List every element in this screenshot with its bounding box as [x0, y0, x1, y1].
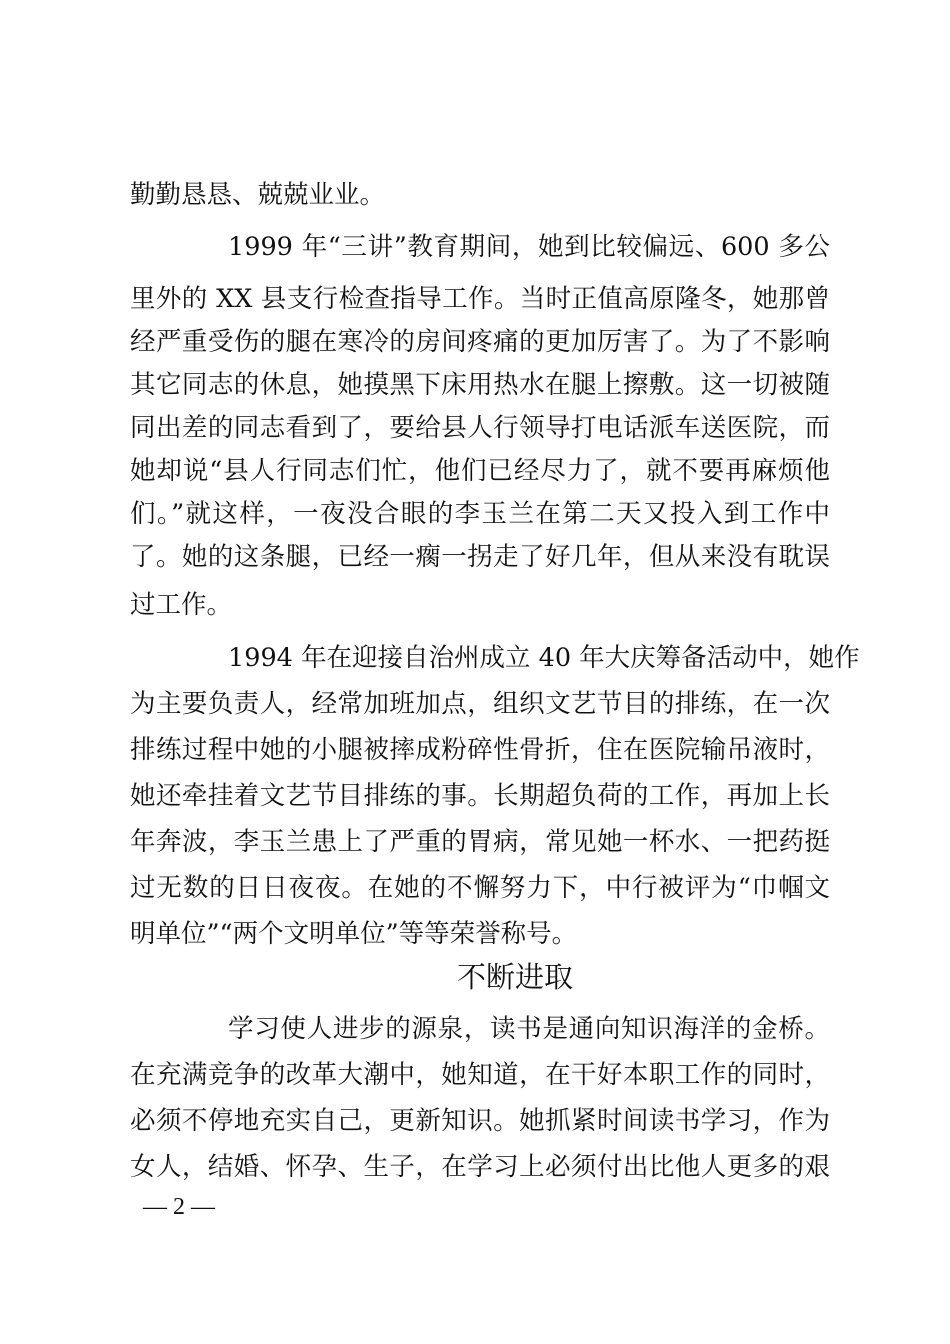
- text-line: 了。她的这条腿，已经一瘸一拐走了好几年，但从来没有耽误: [130, 542, 830, 572]
- text-line: 同出差的同志看到了，要给县人行领导打电话派车送医院，而: [130, 413, 830, 443]
- text-line: 她还牵挂着文艺节目排练的事。长期超负荷的工作，再加上长: [130, 781, 830, 811]
- text-line: 过无数的日日夜夜。在她的不懈努力下，中行被评为“巾帼文: [130, 873, 830, 903]
- text-line: 里外的 XX 县支行检查指导工作。当时正值高原隆冬，她那曾: [130, 284, 830, 314]
- text-line: 1999 年“三讲”教育期间，她到比较偏远、600 多公: [228, 232, 830, 262]
- text-line: 们。”就这样，一夜没合眼的李玉兰在第二天又投入到工作中: [130, 499, 830, 529]
- page-number: — 2 —: [143, 1194, 215, 1220]
- text-line: 女人，结婚、怀孕、生子，在学习上必须付出比他人更多的艰: [130, 1152, 830, 1182]
- text-line: 勤勤恳恳、兢兢业业。: [130, 180, 386, 210]
- section-heading: 不断进取: [456, 960, 573, 994]
- text-line: 为主要负责人，经常加班加点，组织文艺节目的排练，在一次: [130, 689, 830, 719]
- text-line: 排练过程中她的小腿被摔成粉碎性骨折，住在医院输吊液时，: [130, 735, 830, 765]
- text-line: 年奔波，李玉兰患上了严重的胃病，常见她一杯水、一把药挺: [130, 827, 830, 857]
- text-line: 必须不停地充实自己，更新知识。她抓紧时间读书学习，作为: [130, 1106, 830, 1136]
- text-line: 学习使人进步的源泉，读书是通向知识海洋的金桥。: [228, 1014, 830, 1044]
- text-line: 1994 年在迎接自治州成立 40 年大庆筹备活动中，她作: [228, 643, 860, 673]
- text-line: 其它同志的休息，她摸黑下床用热水在腿上擦敷。这一切被随: [130, 370, 830, 400]
- text-line: 经严重受伤的腿在寒冷的房间疼痛的更加厉害了。为了不影响: [130, 327, 830, 357]
- text-line: 过工作。: [130, 590, 233, 620]
- text-line: 明单位”“两个文明单位”等等荣誉称号。: [130, 919, 578, 949]
- text-line: 在充满竞争的改革大潮中，她知道，在干好本职工作的同时，: [130, 1060, 830, 1090]
- text-line: 她却说“县人行同志们忙，他们已经尽力了，就不要再麻烦他: [130, 456, 830, 486]
